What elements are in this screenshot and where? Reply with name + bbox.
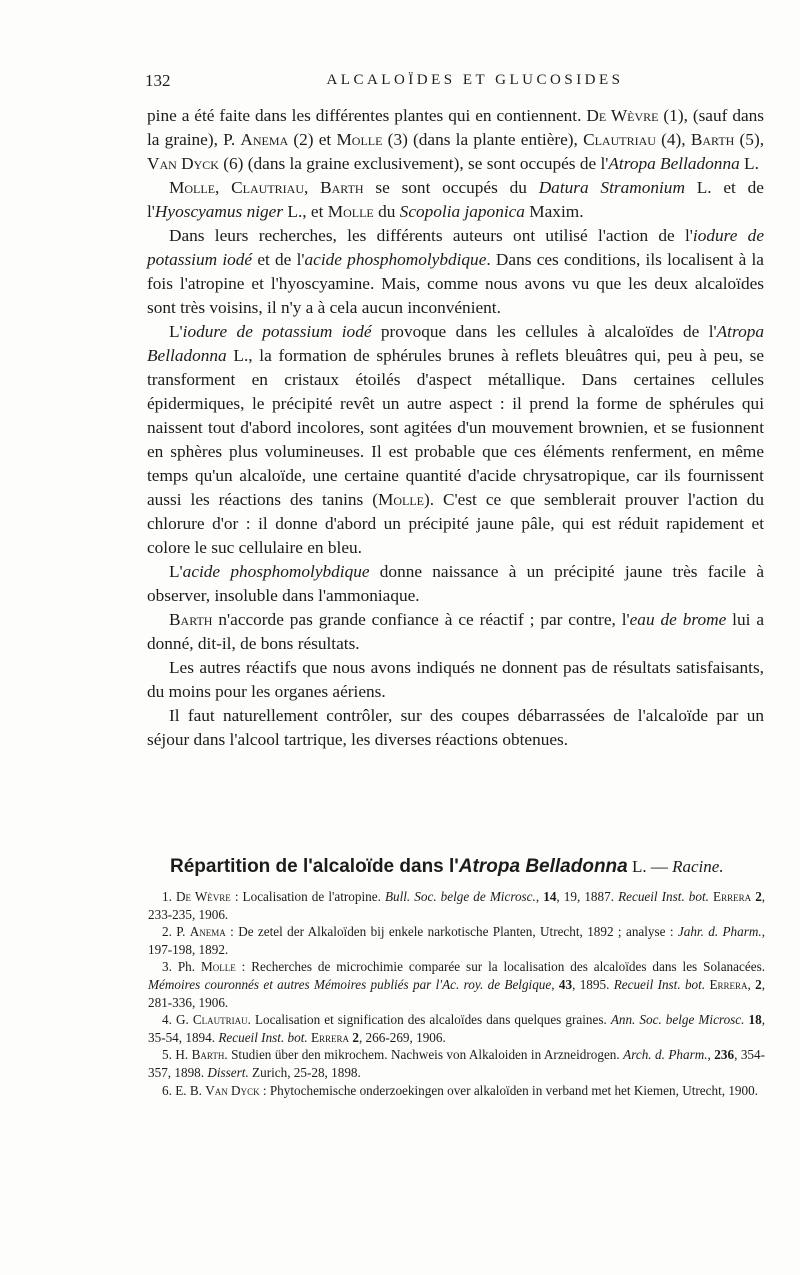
paragraph: Barth n'accorde pas grande confiance à ce réactif ; par contre, l'eau de brome lui a donné, dit-il, de bons résultats. xyxy=(147,610,764,653)
footnotes xyxy=(148,888,765,1099)
paragraph: L'iodure de potassium iodé provoque dans les cellules à alcaloïdes de l'Atropa Belladonna L., la formation de sphérules brunes à reflets bleuâtres qui, peu à peu, se transforment en cristaux étoilés d'aspect métallique. Dans certaines cellules épidermiques, le précipité revêt un autre aspect : il prend la forme de sphérules qui naissent tout d'abord incolores, sont agitées d'un mouvement brownien, et se fusionnent en sphères plus volumineuses. Il est probable que ces éléments renferment, en même temps qu'un alcaloïde, une certaine quantité d'acide chrysatropique, car ils fournissent aussi les réactions des tanins (Molle). C'est ce que semblerait prouver l'action du chlorure d'or : il donne d'abord un précipité jaune pâle, qui est réduit rapidement et colore le suc cellulaire en bleu. xyxy=(147,322,764,557)
page-number: 132 xyxy=(145,71,171,90)
paragraph: Il faut naturellement contrôler, sur des coupes débarrassées de l'alcaloïde par un séjour dans l'alcool tartrique, les diverses réactions obtenues. xyxy=(147,706,764,749)
paragraph: Dans leurs recherches, les différents auteurs ont utilisé l'action de l'iodure de potassium iodé et de l'acide phosphomolybdique. Dans ces conditions, ils localisent à la fois l'atropine et l'hyoscyamine. Mais, comme nous avons vu que les deux alcaloïdes sont très voisins, il n'y a à cela aucun inconvénient. xyxy=(147,226,764,317)
section-heading: Répartition de l'alcaloïde dans l'Atropa Belladonna L. — Racine. xyxy=(170,856,724,877)
footnote: 2. P. Anema : De zetel der Alkaloïden bij enkele narkotische Planten, Utrecht, 1892 ; analyse : Jahr. d. Pharm., 197-198, 1892. xyxy=(148,924,765,957)
footnote: 1. De Wèvre : Localisation de l'atropine. Bull. Soc. belge de Microsc., 14, 19, 1887. Recueil Inst. bot. Errera 2, 233-235, 1906. xyxy=(148,889,766,922)
paragraph: L'acide phosphomolybdique donne naissance à un précipité jaune très facile à observer, insoluble dans l'ammoniaque. xyxy=(147,562,764,605)
footnote: 5. H. Barth. Studien über den mikrochem. Nachweis von Alkaloiden in Arzneidrogen. Arch. d. Pharm., 236, 354-357, 1898. Dissert. Zurich, 25-28, 1898. xyxy=(148,1047,765,1080)
running-title: ALCALOÏDES ET GLUCOSIDES xyxy=(326,72,624,88)
page-header xyxy=(145,71,765,95)
body-text xyxy=(147,104,764,752)
paragraph: Molle, Clautriau, Barth se sont occupés du Datura Stramonium L. et de l'Hyoscyamus niger L., et Molle du Scopolia japonica Maxim. xyxy=(147,178,764,221)
paragraph: Les autres réactifs que nous avons indiqués ne donnent pas de résultats satisfaisants, du moins pour les organes aériens. xyxy=(147,658,764,701)
footnote: 4. G. Clautriau. Localisation et signification des alcaloïdes dans quelques graines. Ann. Soc. belge Microsc. 18, 35-54, 1894. Recueil Inst. bot. Errera 2, 266-269, 1906. xyxy=(148,1012,765,1045)
paragraph: pine a été faite dans les différentes plantes qui en contiennent. De Wèvre (1), (sauf dans la graine), P. Anema (2) et Molle (3) (dans la plante entière), Clautriau (4), Barth (5), Van Dyck (6) (dans la graine exclusivement), se sont occupés de l'Atropa Belladonna L. xyxy=(147,106,765,173)
footnote: 6. E. B. Van Dyck : Phytochemische onderzoekingen over alkaloïden in verband met het Kiemen, Utrecht, 1900. xyxy=(162,1082,759,1098)
footnote: 3. Ph. Molle : Recherches de microchimie comparée sur la localisation des alcaloïdes dans les Solanacées. Mémoires couronnés et autres Mémoires publiés par l'Ac. roy. de Belgique, 43, 1895. Recueil Inst. bot. Errera, 2, 281-336, 1906. xyxy=(148,959,766,1010)
